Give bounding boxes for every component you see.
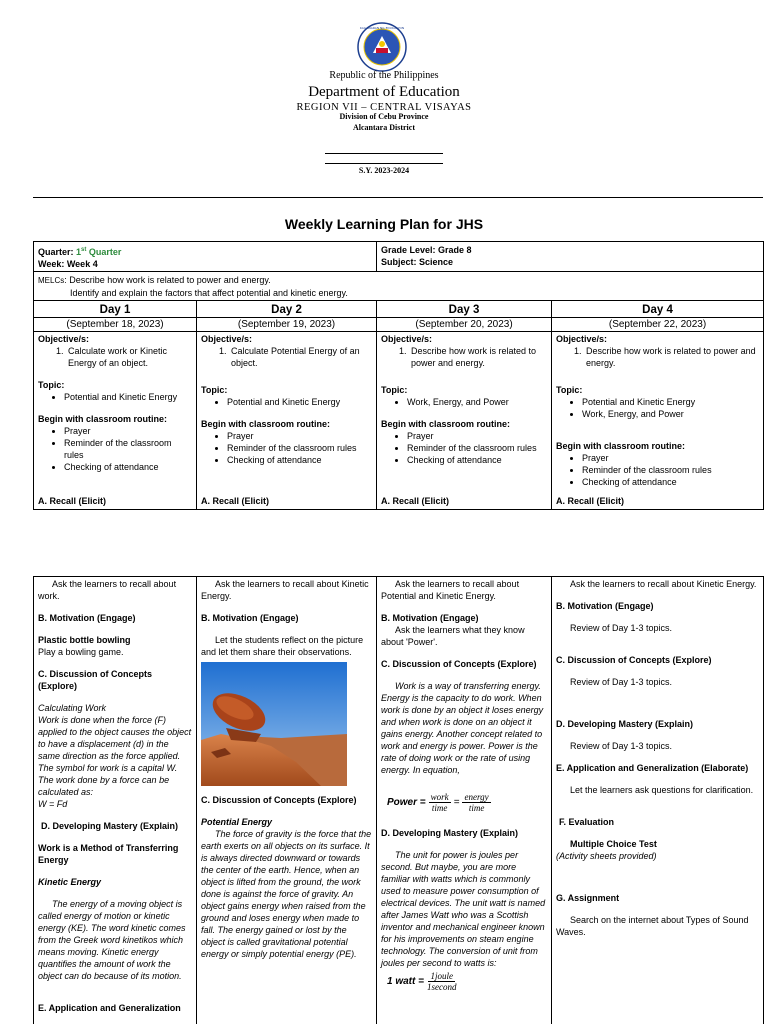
- signature-line: [325, 153, 443, 154]
- kinetic-text: The energy of a moving object is called energy of motion or kinetic energy (KE). The word kinetic comes from the Greek word kinetikos which means moving. Kinetic energy quantifies the amount of work the object can do because of its motion.: [38, 899, 186, 981]
- discussion-label: C. Discussion of Concepts (Explore): [38, 669, 153, 691]
- topic-item: • Potential and Kinetic Energy: [64, 391, 192, 403]
- division-text: Division of Cebu Province: [339, 112, 429, 121]
- routine-label: Begin with classroom routine:: [556, 441, 686, 451]
- review-text: Review of Day 1-3 topics.: [570, 623, 673, 633]
- topic-label: Topic:: [38, 380, 65, 390]
- district-text: Alcantara District: [353, 123, 415, 132]
- weekly-plan-table-top: [33, 241, 764, 510]
- svg-text:KAGAWARAN NG EDUKASYON: KAGAWARAN NG EDUKASYON: [359, 26, 405, 30]
- routine-item: • Checking of attendance: [407, 454, 547, 466]
- power-eq-label: Power =: [387, 796, 426, 808]
- recall-text: Ask the learners to recall about Kinetic Energy.: [570, 579, 757, 589]
- watt-equation: [387, 971, 547, 992]
- routine-label: Begin with classroom routine:: [201, 419, 331, 429]
- melcs-line-2: Identify and explain the factors that affect potential and kinetic energy.: [70, 288, 348, 298]
- objective-label: Objective/s:: [381, 334, 433, 344]
- evaluation-label: F. Evaluation: [559, 817, 615, 827]
- topic-label: Topic:: [381, 385, 408, 395]
- discussion-label: C. Discussion of Concepts (Explore): [381, 659, 537, 669]
- weekly-plan-table-continued-wrap: [33, 576, 765, 1024]
- routine-item: • Reminder of the classroom rules: [64, 437, 192, 461]
- day-3-activities-cell: [377, 577, 552, 1024]
- day-2-heading: Day 2: [271, 304, 302, 316]
- discussion-label: C. Discussion of Concepts (Explore): [556, 655, 712, 665]
- days-header-row: [34, 301, 764, 318]
- objective-label: Objective/s:: [38, 334, 90, 344]
- day-2-date: (September 19, 2023): [237, 319, 336, 330]
- grade-level-cell: Grade Level: Grade 8: [381, 245, 472, 255]
- day-1-objectives-cell: [34, 332, 197, 510]
- work-over-time: $\frac{\text{work}}{\text{time}}$: [430, 792, 449, 813]
- kinetic-title: Kinetic Energy: [38, 877, 102, 887]
- melcs-line-1: MELCs: Describe how work is related to power and energy.: [38, 275, 271, 285]
- subject-cell: Subject: Science: [381, 257, 454, 267]
- recall-label: A. Recall (Elicit): [201, 496, 270, 506]
- routine-item: • Reminder of the classroom rules: [407, 442, 547, 454]
- calc-title: Calculating Work: [38, 703, 107, 713]
- potential-title: Potential Energy: [201, 817, 273, 827]
- week-cell: Week: Week 4: [38, 259, 98, 269]
- recall-text: Ask the learners to recall about Kinetic Energy.: [201, 579, 369, 601]
- header-divider: [33, 197, 763, 198]
- motivation-label: B. Motivation (Engage): [38, 613, 136, 623]
- discussion-text: Work is a way of transferring energy. Energy is the capacity to do work. When work is done by an object it loses energy and when work is done on an object it gains energy. Another concept related to work and energy is power. Power is the rate of doing work or the rate of using energy. In equation,: [381, 681, 544, 775]
- objective-item: 1. Describe how work is related to power and energy.: [409, 345, 547, 369]
- application-label: E. Application and Generalization (Elaborate): [556, 763, 749, 773]
- review-text: Review of Day 1-3 topics.: [570, 741, 673, 751]
- motivation-title: Plastic bottle bowling: [38, 635, 131, 645]
- assignment-text: Search on the internet about Types of Sound Waves.: [556, 915, 749, 937]
- weekly-plan-table-continued: [33, 576, 764, 1024]
- motivation-text: Let the students reflect on the picture and let them share their observations.: [201, 635, 364, 657]
- recall-label: A. Recall (Elicit): [381, 496, 450, 506]
- work-formula: W = Fd: [38, 799, 68, 809]
- day-3-heading: Day 3: [448, 304, 480, 316]
- melcs-row: [34, 272, 764, 301]
- routine-item: • Checking of attendance: [582, 476, 759, 488]
- joule-over-second: $\frac{\text{1joule}}{\text{1second}}$: [426, 971, 457, 992]
- dates-row: [34, 318, 764, 332]
- recall-label: A. Recall (Elicit): [556, 496, 625, 506]
- application-label-cut: E. Application and Generalization: [38, 1003, 181, 1013]
- potential-text: The force of gravity is the force that the earth exerts on all objects on its surface. It is always directed downward or towards the center of the earth. Hence, when an object is lifted from the ground, the work done is against the force of gravity. An object gains energy when raised from the ground and loses energy when made to fall. The energy gained or lost by the object is called gravitational potential energy or simply potential energy (PE).: [201, 829, 372, 959]
- topic-item: • Potential and Kinetic Energy: [227, 396, 372, 408]
- recall-text: Ask the learners to recall about work.: [38, 579, 177, 601]
- page-title: Weekly Learning Plan for JHS: [284, 216, 484, 232]
- day-2-activities-cell: [197, 577, 377, 1024]
- routine-item: • Prayer: [582, 452, 759, 464]
- day-2-objectives-cell: [197, 332, 377, 510]
- motivation-text: Play a bowling game.: [38, 647, 124, 657]
- day-4-objectives-cell: [552, 332, 764, 510]
- discussion-label: C. Discussion of Concepts (Explore): [201, 795, 357, 805]
- motivation-label: B. Motivation (Engage): [381, 613, 479, 623]
- evaluation-note: (Activity sheets provided): [556, 851, 657, 861]
- topic-item: • Work, Energy, and Power: [407, 396, 547, 408]
- department-text: Department of Education: [308, 84, 460, 100]
- recall-text: Ask the learners to recall about Potential and Kinetic Energy.: [381, 579, 520, 601]
- day-1-activities-cell: [34, 577, 197, 1024]
- topic-label: Topic:: [556, 385, 583, 395]
- motivation-label: B. Motivation (Engage): [556, 601, 654, 611]
- routine-label: Begin with classroom routine:: [381, 419, 511, 429]
- topic-item: • Potential and Kinetic Energy: [582, 396, 759, 408]
- mastery-text: The unit for power is joules per second. But maybe, you are more familiar with watts which is commonly used to measure power consumption of electrical devices. The unit watt is named after James Watt who was a Scottish inventor and mechanical engineer known for his improvements on steam engine technology. The conversion of unit from joules per second to watts is:: [381, 850, 546, 968]
- balanced-rock-photo: [201, 662, 347, 786]
- topic-label: Topic:: [201, 385, 228, 395]
- mastery-label: D. Developing Mastery (Explain): [41, 821, 179, 831]
- power-equation: Power = $\frac{\text{work}}{\text{time}}$ = $\frac{\text{energy}}{\text{time}}$: [387, 792, 489, 813]
- routine-item: • Prayer: [227, 430, 372, 442]
- watt-eq-label: 1 watt =: [387, 975, 424, 987]
- mastery-label: D. Developing Mastery (Explain): [556, 719, 694, 729]
- objective-item: 1. Describe how work is related to power and energy.: [584, 345, 759, 369]
- day-4-date: (September 22, 2023): [608, 319, 707, 330]
- motivation-text: Ask the learners what they know about 'Power'.: [381, 625, 525, 647]
- quarter-cell: Quarter: 1st Quarter: [38, 247, 122, 257]
- routine-item: • Reminder of the classroom rules: [227, 442, 372, 454]
- method-title: Work is a Method of Transferring Energy: [38, 843, 179, 865]
- application-text: Let the learners ask questions for clarification.: [570, 785, 754, 795]
- objective-label: Objective/s:: [556, 334, 608, 344]
- motivation-label: B. Motivation (Engage): [201, 613, 299, 623]
- routine-item: • Checking of attendance: [227, 454, 372, 466]
- day-3-objectives-cell: [377, 332, 552, 510]
- republic-text: Republic of the Philippines: [329, 70, 439, 81]
- routine-item: • Prayer: [64, 425, 192, 437]
- routine-label: Begin with classroom routine:: [38, 414, 168, 424]
- energy-over-time: $\frac{\text{energy}}{\text{time}}$: [464, 792, 489, 813]
- objective-label: Objective/s:: [201, 334, 253, 344]
- routine-item: • Checking of attendance: [64, 461, 192, 473]
- region-text: REGION VII – CENTRAL VISAYAS: [296, 102, 472, 113]
- routine-item: • Reminder of the classroom rules: [582, 464, 759, 476]
- calc-text: Work is done when the force (F) applied to the object causes the object to have a displacement (d) in the same direction as the force applied. The symbol for work is a capital W. The work done by a force can be calculated as:: [38, 715, 192, 797]
- routine-item: • Prayer: [407, 430, 547, 442]
- signature-line: [325, 163, 443, 164]
- day-3-date: (September 20, 2023): [415, 319, 513, 330]
- review-text: Review of Day 1-3 topics.: [570, 677, 673, 687]
- deped-seal-logo: [357, 22, 407, 72]
- evaluation-title: Multiple Choice Test: [570, 839, 657, 849]
- day-1-heading: Day 1: [99, 304, 131, 316]
- day-4-heading: Day 4: [642, 304, 673, 316]
- topic-item: • Work, Energy, and Power: [582, 408, 759, 420]
- day-4-activities-cell: [552, 577, 764, 1024]
- objectives-row: [34, 332, 764, 510]
- assignment-label: G. Assignment: [556, 893, 620, 903]
- mastery-label: D. Developing Mastery (Explain): [381, 828, 519, 838]
- day-1-date: (September 18, 2023): [66, 319, 164, 330]
- school-year-text: S.Y. 2023-2024: [358, 166, 410, 175]
- objective-item: 1. Calculate work or Kinetic Energy of an object.: [66, 345, 192, 369]
- quarter-row: [34, 242, 764, 272]
- recall-label: A. Recall (Elicit): [38, 496, 107, 506]
- objective-item: 1. Calculate Potential Energy of an object.: [229, 345, 372, 369]
